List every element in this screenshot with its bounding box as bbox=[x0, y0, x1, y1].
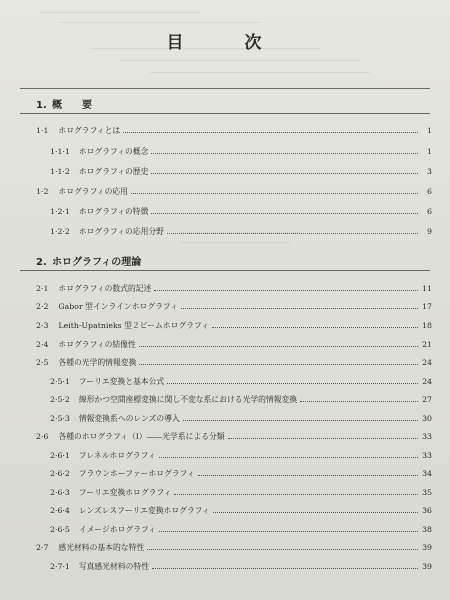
leader-dots bbox=[151, 213, 418, 214]
leader-dots bbox=[154, 290, 418, 291]
entry-page: 39 bbox=[422, 543, 432, 552]
leader-dots bbox=[147, 549, 418, 550]
entry-page: 36 bbox=[422, 506, 432, 515]
leader-dots bbox=[228, 438, 418, 439]
entry-number: 2·5·2 bbox=[50, 395, 70, 404]
leader-dots bbox=[159, 457, 418, 458]
toc-entry[interactable] bbox=[50, 561, 432, 572]
toc-entry[interactable] bbox=[50, 524, 432, 535]
entry-number: 2·6·4 bbox=[50, 506, 70, 515]
entry-title: ホログラフィの概念 bbox=[78, 147, 149, 156]
leader-dots bbox=[181, 308, 418, 309]
entry-title: フーリエ変換ホログラフィ bbox=[78, 488, 172, 497]
entry-page: 1 bbox=[427, 126, 432, 135]
entry-number: 2·6 bbox=[36, 432, 49, 441]
entry-title: 感光材料の基本的な特性 bbox=[58, 543, 145, 552]
section-rule bbox=[20, 113, 430, 114]
entry-page: 38 bbox=[422, 525, 432, 534]
entry-page: 11 bbox=[422, 284, 432, 293]
entry-number: 1·1 bbox=[36, 126, 49, 135]
entry-page: 3 bbox=[427, 167, 432, 176]
toc-entry[interactable] bbox=[50, 226, 432, 237]
toc-entry[interactable] bbox=[36, 431, 432, 442]
entry-title: 各種の光学的情報変換 bbox=[58, 358, 137, 367]
entry-page: 35 bbox=[422, 488, 432, 497]
leader-dots bbox=[212, 327, 418, 328]
entry-page: 30 bbox=[422, 414, 432, 423]
entry-page: 34 bbox=[422, 469, 432, 478]
entry-title: ホログラフィの歴史 bbox=[78, 167, 149, 176]
toc-entry[interactable] bbox=[36, 357, 432, 368]
entry-page: 18 bbox=[422, 321, 432, 330]
entry-page: 27 bbox=[422, 395, 432, 404]
entry-title: 情報変換系へのレンズの導入 bbox=[78, 414, 180, 423]
leader-dots bbox=[131, 193, 418, 194]
entry-page: 9 bbox=[427, 227, 432, 236]
top-rule bbox=[20, 88, 430, 89]
section-heading bbox=[36, 96, 92, 111]
entry-title: Gabor 型インラインホログラフィ bbox=[58, 302, 178, 311]
toc-entry[interactable] bbox=[50, 394, 432, 405]
entry-title: ホログラフィの応用 bbox=[58, 187, 128, 196]
section-heading bbox=[36, 253, 141, 268]
entry-title: ホログラフィの結像性 bbox=[58, 340, 136, 349]
section-title: 概 要 bbox=[52, 100, 92, 111]
entry-number: 2·3 bbox=[36, 321, 49, 330]
entry-page: 17 bbox=[422, 302, 432, 311]
entry-number: 1·2·1 bbox=[50, 207, 70, 216]
entry-title: Leith-Upatnieks 型２ビームホログラフィ bbox=[58, 321, 209, 330]
toc-entry[interactable] bbox=[36, 283, 432, 294]
entry-page: 39 bbox=[422, 562, 432, 571]
entry-title: 各種のホログラフィ（Ⅰ）――光学系による分類 bbox=[58, 432, 225, 441]
entry-number: 2·6·1 bbox=[50, 451, 70, 460]
leader-dots bbox=[300, 401, 418, 402]
section-rule bbox=[20, 270, 430, 271]
toc-entry[interactable] bbox=[36, 301, 432, 312]
toc-entry[interactable] bbox=[36, 125, 432, 136]
leader-dots bbox=[167, 233, 418, 234]
entry-page: 21 bbox=[422, 340, 432, 349]
entry-page: 33 bbox=[422, 432, 432, 441]
entry-title: ホログラフィの特徴 bbox=[78, 207, 149, 216]
entry-title: ホログラフィの応用分野 bbox=[78, 227, 164, 236]
toc-entry[interactable] bbox=[50, 376, 432, 387]
entry-page: 1 bbox=[427, 147, 432, 156]
entry-title: ホログラフィの数式的記述 bbox=[58, 284, 152, 293]
toc-entry[interactable] bbox=[50, 505, 432, 516]
leader-dots bbox=[159, 531, 418, 532]
leader-dots bbox=[167, 383, 418, 384]
toc-entry[interactable] bbox=[50, 166, 432, 177]
entry-title: レンズレスフーリエ変換ホログラフィ bbox=[78, 506, 210, 515]
entry-number: 2·6·2 bbox=[50, 469, 70, 478]
entry-number: 2·6·5 bbox=[50, 525, 70, 534]
leader-dots bbox=[139, 364, 418, 365]
toc-entry[interactable] bbox=[50, 146, 432, 157]
entry-number: 2·5·3 bbox=[50, 414, 70, 423]
entry-number: 2·2 bbox=[36, 302, 49, 311]
section-title: ホログラフィの理論 bbox=[52, 257, 142, 268]
toc-entry[interactable] bbox=[50, 487, 432, 498]
toc-entry[interactable] bbox=[50, 450, 432, 461]
toc-entry[interactable] bbox=[50, 206, 432, 217]
entry-number: 1·1·2 bbox=[50, 167, 70, 176]
section-number: 2. bbox=[36, 257, 47, 268]
toc-entry[interactable] bbox=[36, 186, 432, 197]
entry-number: 2·7·1 bbox=[50, 562, 70, 571]
entry-number: 2·5·1 bbox=[50, 377, 70, 386]
page-title: 目 次 bbox=[166, 33, 284, 53]
entry-title: フラウンホーファーホログラフィ bbox=[78, 469, 195, 478]
entry-title: ホログラフィとは bbox=[58, 126, 121, 135]
entry-title: 写真感光材料の特性 bbox=[78, 562, 150, 571]
entry-number: 1·2·2 bbox=[50, 227, 70, 236]
section-number: 1. bbox=[36, 100, 47, 111]
leader-dots bbox=[139, 346, 418, 347]
leader-dots bbox=[151, 153, 418, 154]
leader-dots bbox=[174, 494, 418, 495]
entry-title: フーリエ変換と基本公式 bbox=[78, 377, 165, 386]
entry-title: フレネルホログラフィ bbox=[78, 451, 156, 460]
leader-dots bbox=[123, 132, 418, 133]
entry-page: 24 bbox=[422, 377, 432, 386]
entry-number: 2·4 bbox=[36, 340, 49, 349]
toc-entry[interactable] bbox=[50, 468, 432, 479]
entry-number: 1·1·1 bbox=[50, 147, 70, 156]
entry-number: 2·1 bbox=[36, 284, 49, 293]
leader-dots bbox=[213, 512, 418, 513]
toc-entry[interactable] bbox=[36, 320, 432, 331]
entry-number: 2·5 bbox=[36, 358, 49, 367]
entry-title: イメージホログラフィ bbox=[78, 525, 156, 534]
entry-number: 1·2 bbox=[36, 187, 49, 196]
entry-title: 線形かつ空間座標変換に関し不変な系における光学的情報変換 bbox=[78, 395, 298, 404]
entry-page: 24 bbox=[422, 358, 432, 367]
toc-entry[interactable] bbox=[36, 542, 432, 553]
entry-page: 33 bbox=[422, 451, 432, 460]
leader-dots bbox=[151, 173, 418, 174]
leader-dots bbox=[183, 420, 418, 421]
toc-entry[interactable] bbox=[36, 339, 432, 350]
entry-number: 2·6·3 bbox=[50, 488, 70, 497]
toc-entry[interactable] bbox=[50, 413, 432, 424]
entry-page: 6 bbox=[427, 207, 432, 216]
entry-page: 6 bbox=[427, 187, 432, 196]
leader-dots bbox=[198, 475, 418, 476]
entry-number: 2·7 bbox=[36, 543, 49, 552]
leader-dots bbox=[152, 568, 418, 569]
